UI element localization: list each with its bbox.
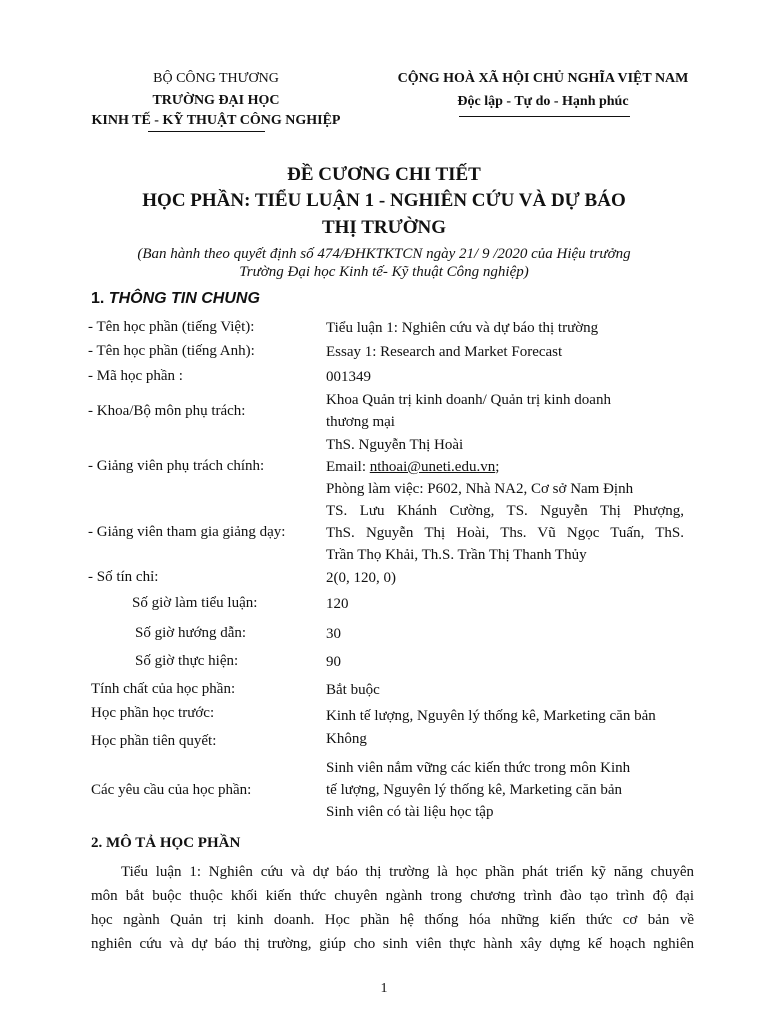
main-lecturer-label: - Giảng viên phụ trách chính: <box>88 458 265 474</box>
teaching-staff-line2: ThS. Nguyễn Thị Hoài, Ths. Vũ Ngọc Tuấn, ThS. <box>326 525 684 541</box>
prior-courses-label: Học phần học trước: <box>91 705 215 721</box>
course-name-vi-value: Tiểu luận 1: Nghiên cứu và dự báo thị trường <box>326 320 599 336</box>
department-label: - Khoa/Bộ môn phụ trách: <box>88 403 246 419</box>
course-nature-label: Tính chất của học phần: <box>91 681 236 697</box>
course-nature-value: Bắt buộc <box>326 682 380 698</box>
teaching-staff-label: - Giảng viên tham gia giảng dạy: <box>88 524 286 540</box>
department-value <box>326 389 611 433</box>
course-name-en-value: Essay 1: Research and Market Forecast <box>326 344 563 360</box>
essay-hours-label: Số giờ làm tiểu luận: <box>132 595 258 611</box>
essay-hours-value: 120 <box>326 596 349 612</box>
description-line3: học ngành Quản trị kinh doanh. Học phần hệ thống hóa những kiến thức cơ bản về <box>91 912 694 928</box>
course-name-en-label: - Tên học phần (tiếng Anh): <box>88 343 255 359</box>
country-name: CỘNG HOÀ XÃ HỘI CHỦ NGHĨA VIỆT NAM <box>397 71 689 86</box>
credits-label: - Số tín chỉ: <box>88 569 159 585</box>
description-line4: nghiên cứu và dự báo thị trường, giúp cho sinh viên thực hành xây dựng kế hoạch nghiên <box>91 936 694 952</box>
section1-title: THÔNG TIN CHUNG <box>108 290 260 307</box>
page-number: 1 <box>380 981 388 996</box>
department-value-line1: Khoa Quản trị kinh doanh/ Quản trị kinh doanh <box>326 392 611 408</box>
main-lecturer-name: ThS. Nguyễn Thị Hoài <box>326 437 464 453</box>
school-name-line1: TRƯỜNG ĐẠI HỌC <box>152 93 280 108</box>
prerequisite-label: Học phần tiên quyết: <box>91 733 217 749</box>
header-left-underline <box>148 131 265 132</box>
prior-courses-value: Kinh tế lượng, Nguyên lý thống kê, Marketing căn bản <box>326 708 656 724</box>
teaching-staff-line1: TS. Lưu Khánh Cường, TS. Nguyễn Thị Phượng, <box>326 503 684 519</box>
prerequisite-value: Không <box>326 731 367 747</box>
teaching-staff-value <box>326 500 684 566</box>
main-lecturer-email-line <box>326 456 633 478</box>
email-suffix: ; <box>495 459 500 475</box>
teaching-staff-line3: Trần Thọ Khải, Th.S. Trần Thị Thanh Thủy <box>326 547 587 563</box>
doc-subtitle-line1: (Ban hành theo quyết định số 474/ĐHKTKTCN ngày 21/ 9 /2020 của Hiệu trưởng <box>137 246 631 262</box>
practice-hours-value: 90 <box>326 654 341 670</box>
header-right-underline <box>459 116 630 117</box>
course-code-label: - Mã học phần : <box>88 368 183 384</box>
lecturer-email-link[interactable]: nthoai@uneti.edu.vn <box>369 459 496 475</box>
section2-heading: 2. MÔ TẢ HỌC PHẦN <box>91 835 241 851</box>
guide-hours-label: Số giờ hướng dẫn: <box>135 625 247 641</box>
department-value-line2: thương mại <box>326 414 395 430</box>
national-motto: Độc lập - Tự do - Hạnh phúc <box>457 94 629 109</box>
requirements-line3: Sinh viên có tài liệu học tập <box>326 804 494 820</box>
school-name-line2: KINH TẾ - KỸ THUẬT CÔNG NGHIỆP <box>91 113 341 128</box>
doc-title-line3: THỊ TRƯỜNG <box>321 217 447 238</box>
guide-hours-value: 30 <box>326 626 341 642</box>
requirements-line2: tế lượng, Nguyên lý thống kê, Marketing căn bản <box>326 782 622 798</box>
requirements-value <box>326 757 630 823</box>
section1-number: 1. <box>91 290 105 307</box>
doc-subtitle-line2: Trường Đại học Kinh tế- Kỹ thuật Công nghiệp) <box>239 264 529 280</box>
course-code-value: 001349 <box>326 369 371 385</box>
requirements-line1: Sinh viên nắm vững các kiến thức trong môn Kinh <box>326 760 631 776</box>
description-line1: Tiểu luận 1: Nghiên cứu và dự báo thị trường là học phần phát triển kỹ năng chuyên <box>121 864 694 880</box>
description-line2: môn bắt buộc thuộc khối kiến thức chuyên ngành trong chương trình đào tạo trình độ đại <box>91 888 694 904</box>
email-prefix: Email: <box>326 459 370 475</box>
course-name-vi-label: - Tên học phần (tiếng Việt): <box>88 319 255 335</box>
doc-title-line1: ĐỀ CƯƠNG CHI TIẾT <box>287 164 481 185</box>
doc-title-line2: HỌC PHẦN: TIỂU LUẬN 1 - NGHIÊN CỨU VÀ DỰ BÁO <box>142 190 626 211</box>
main-lecturer-office: Phòng làm việc: P602, Nhà NA2, Cơ sở Nam Định <box>326 481 634 497</box>
credits-value: 2(0, 120, 0) <box>326 570 396 586</box>
course-description <box>91 860 694 956</box>
main-lecturer-value <box>326 434 633 500</box>
requirements-label: Các yêu cầu của học phần: <box>91 782 252 798</box>
section1-heading <box>91 290 260 308</box>
ministry-name: BỘ CÔNG THƯƠNG <box>153 71 279 86</box>
practice-hours-label: Số giờ thực hiện: <box>135 653 239 669</box>
